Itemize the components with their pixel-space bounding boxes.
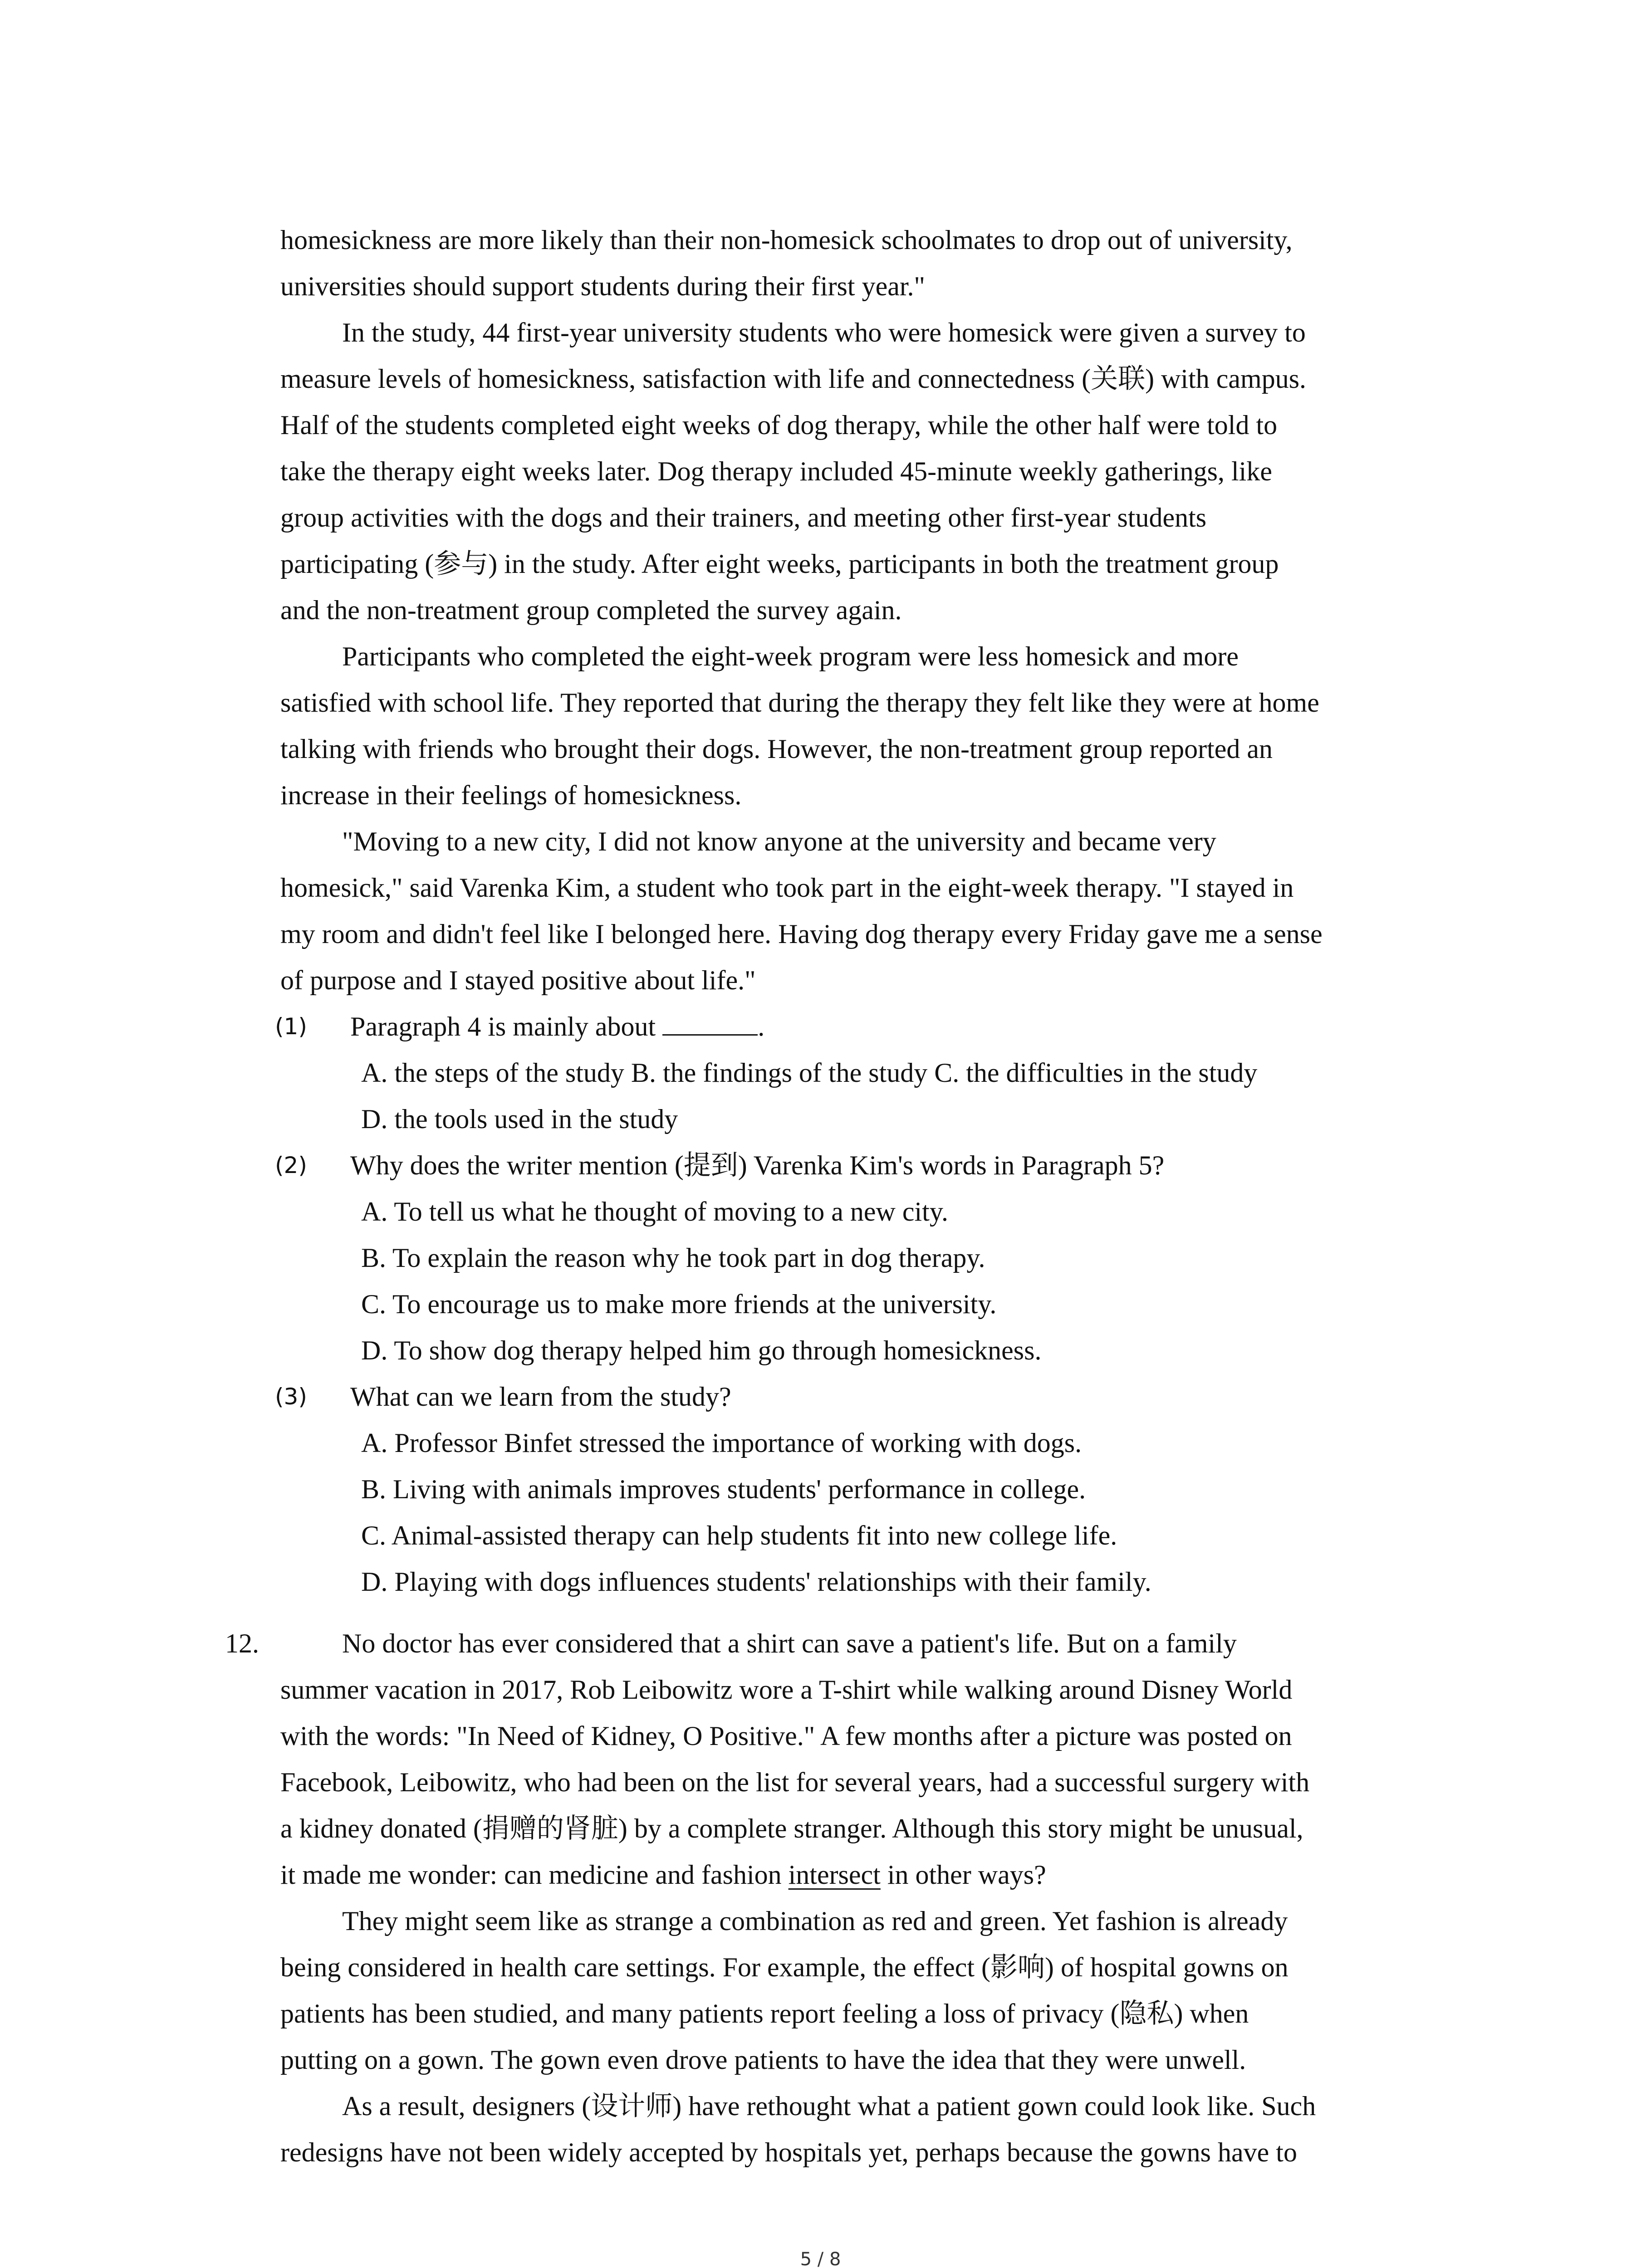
text-line: Participants who completed the eight-week program were less homesick and more <box>342 641 1239 671</box>
answer-blank[interactable] <box>662 1006 758 1036</box>
question-stem: Why does the writer mention (提到) Varenka Kim's words in Paragraph 5? <box>350 1150 1165 1180</box>
passage-b-paragraph-2 <box>280 1898 1460 2083</box>
text-line: homesickness are more likely than their non-homesick schoolmates to drop out of university, <box>280 225 1293 255</box>
question-stem <box>350 1003 764 1050</box>
text-line: patients has been studied, and many patients report feeling a loss of privacy (隐私) when <box>280 1999 1249 2028</box>
question-3 <box>275 1374 1460 1605</box>
text-line: a kidney donated (捐赠的肾脏) by a complete stranger. Although this story might be unusual, <box>280 1813 1303 1843</box>
text-line: putting on a gown. The gown even drove patients to have the idea that they were unwell. <box>280 2045 1246 2075</box>
text-line: increase in their feelings of homesickness. <box>280 780 742 810</box>
text-line: and the non-treatment group completed the survey again. <box>280 595 902 625</box>
text-line: universities should support students during their first year." <box>280 271 925 301</box>
question-number: (2) <box>275 1152 307 1178</box>
text-line: redesigns have not been widely accepted by hospitals yet, perhaps because the gowns have to <box>280 2137 1297 2167</box>
question-stem-end: . <box>758 1012 765 1041</box>
text-line: As a result, designers (设计师) have rethought what a patient gown could look like. Such <box>342 2091 1316 2121</box>
passage-b <box>280 1620 1460 2175</box>
text-line: No doctor has ever considered that a shirt can save a patient's life. But on a family <box>342 1628 1237 1658</box>
page-number: 5 / 8 <box>800 2249 841 2268</box>
option-d[interactable]: D. the tools used in the study <box>361 1104 678 1134</box>
text-line: talking with friends who brought their dogs. However, the non-treatment group reported an <box>280 734 1273 764</box>
options-line[interactable]: A. the steps of the study B. the findings of the study C. the difficulties in the study <box>361 1058 1258 1088</box>
text-line: group activities with the dogs and their trainers, and meeting other first-year students <box>280 503 1207 533</box>
passage-a-paragraph-2 <box>280 309 1460 633</box>
text-line: Facebook, Leibowitz, who had been on the list for several years, had a successful surgery with <box>280 1767 1310 1797</box>
text-line: summer vacation in 2017, Rob Leibowitz wore a T-shirt while walking around Disney World <box>280 1675 1293 1705</box>
option-c[interactable]: C. Animal-assisted therapy can help students fit into new college life. <box>361 1520 1117 1550</box>
text-line: In the study, 44 first-year university students who were homesick were given a survey to <box>342 318 1306 347</box>
question-number: (1) <box>275 1013 307 1040</box>
option-a[interactable]: A. Professor Binfet stressed the importance of working with dogs. <box>361 1428 1082 1458</box>
text-line: measure levels of homesickness, satisfaction with life and connectedness (关联) with campus. <box>280 364 1307 394</box>
passage-a-paragraph-4 <box>280 818 1460 1003</box>
text-line: satisfied with school life. They reported that during the therapy they felt like they were at home <box>280 688 1319 718</box>
option-c[interactable]: C. To encourage us to make more friends at the university. <box>361 1289 997 1319</box>
text-line: of purpose and I stayed positive about life." <box>280 965 756 995</box>
passage-b-paragraph-3 <box>280 2083 1460 2175</box>
passage-a-paragraph-3 <box>280 633 1460 818</box>
option-b[interactable]: B. Living with animals improves students' performance in college. <box>361 1474 1086 1504</box>
question-1 <box>275 1003 1460 1142</box>
text-line: They might seem like as strange a combination as red and green. Yet fashion is already <box>342 1906 1288 1936</box>
text-line: Half of the students completed eight weeks of dog therapy, while the other half were told to <box>280 410 1278 440</box>
item-number: 12. <box>225 1628 259 1658</box>
passage-b-paragraph-1 <box>280 1620 1460 1898</box>
text-line <box>280 1852 1460 1898</box>
text-line: participating (参与) in the study. After eight weeks, participants in both the treatment group <box>280 549 1279 579</box>
text-line: being considered in health care settings. For example, the effect (影响) of hospital gowns on <box>280 1952 1288 1982</box>
text-line: my room and didn't feel like I belonged here. Having dog therapy every Friday gave me a sense <box>280 919 1323 949</box>
underlined-word: intersect <box>788 1860 881 1890</box>
text-span: in other ways? <box>880 1860 1046 1890</box>
option-d[interactable]: D. Playing with dogs influences students' relationships with their family. <box>361 1567 1151 1597</box>
option-b[interactable]: B. To explain the reason why he took part in dog therapy. <box>361 1243 985 1273</box>
question-stem: What can we learn from the study? <box>350 1382 731 1412</box>
option-d[interactable]: D. To show dog therapy helped him go through homesickness. <box>361 1335 1042 1365</box>
option-a[interactable]: A. To tell us what he thought of moving to a new city. <box>361 1197 948 1227</box>
text-line: take the therapy eight weeks later. Dog therapy included 45-minute weekly gatherings, like <box>280 456 1272 486</box>
passage-a-paragraph-1 <box>280 217 1460 309</box>
text-line: "Moving to a new city, I did not know anyone at the university and became very <box>342 826 1216 856</box>
text-line: with the words: "In Need of Kidney, O Positive." A few months after a picture was posted on <box>280 1721 1292 1751</box>
text-line: homesick," said Varenka Kim, a student who took part in the eight-week therapy. "I stayed in <box>280 873 1294 903</box>
passage-a <box>275 217 1460 1605</box>
text-span: it made me wonder: can medicine and fashion <box>280 1860 789 1890</box>
question-stem-text: Paragraph 4 is mainly about <box>350 1012 656 1041</box>
question-number: (3) <box>275 1383 307 1410</box>
question-2 <box>275 1142 1460 1374</box>
